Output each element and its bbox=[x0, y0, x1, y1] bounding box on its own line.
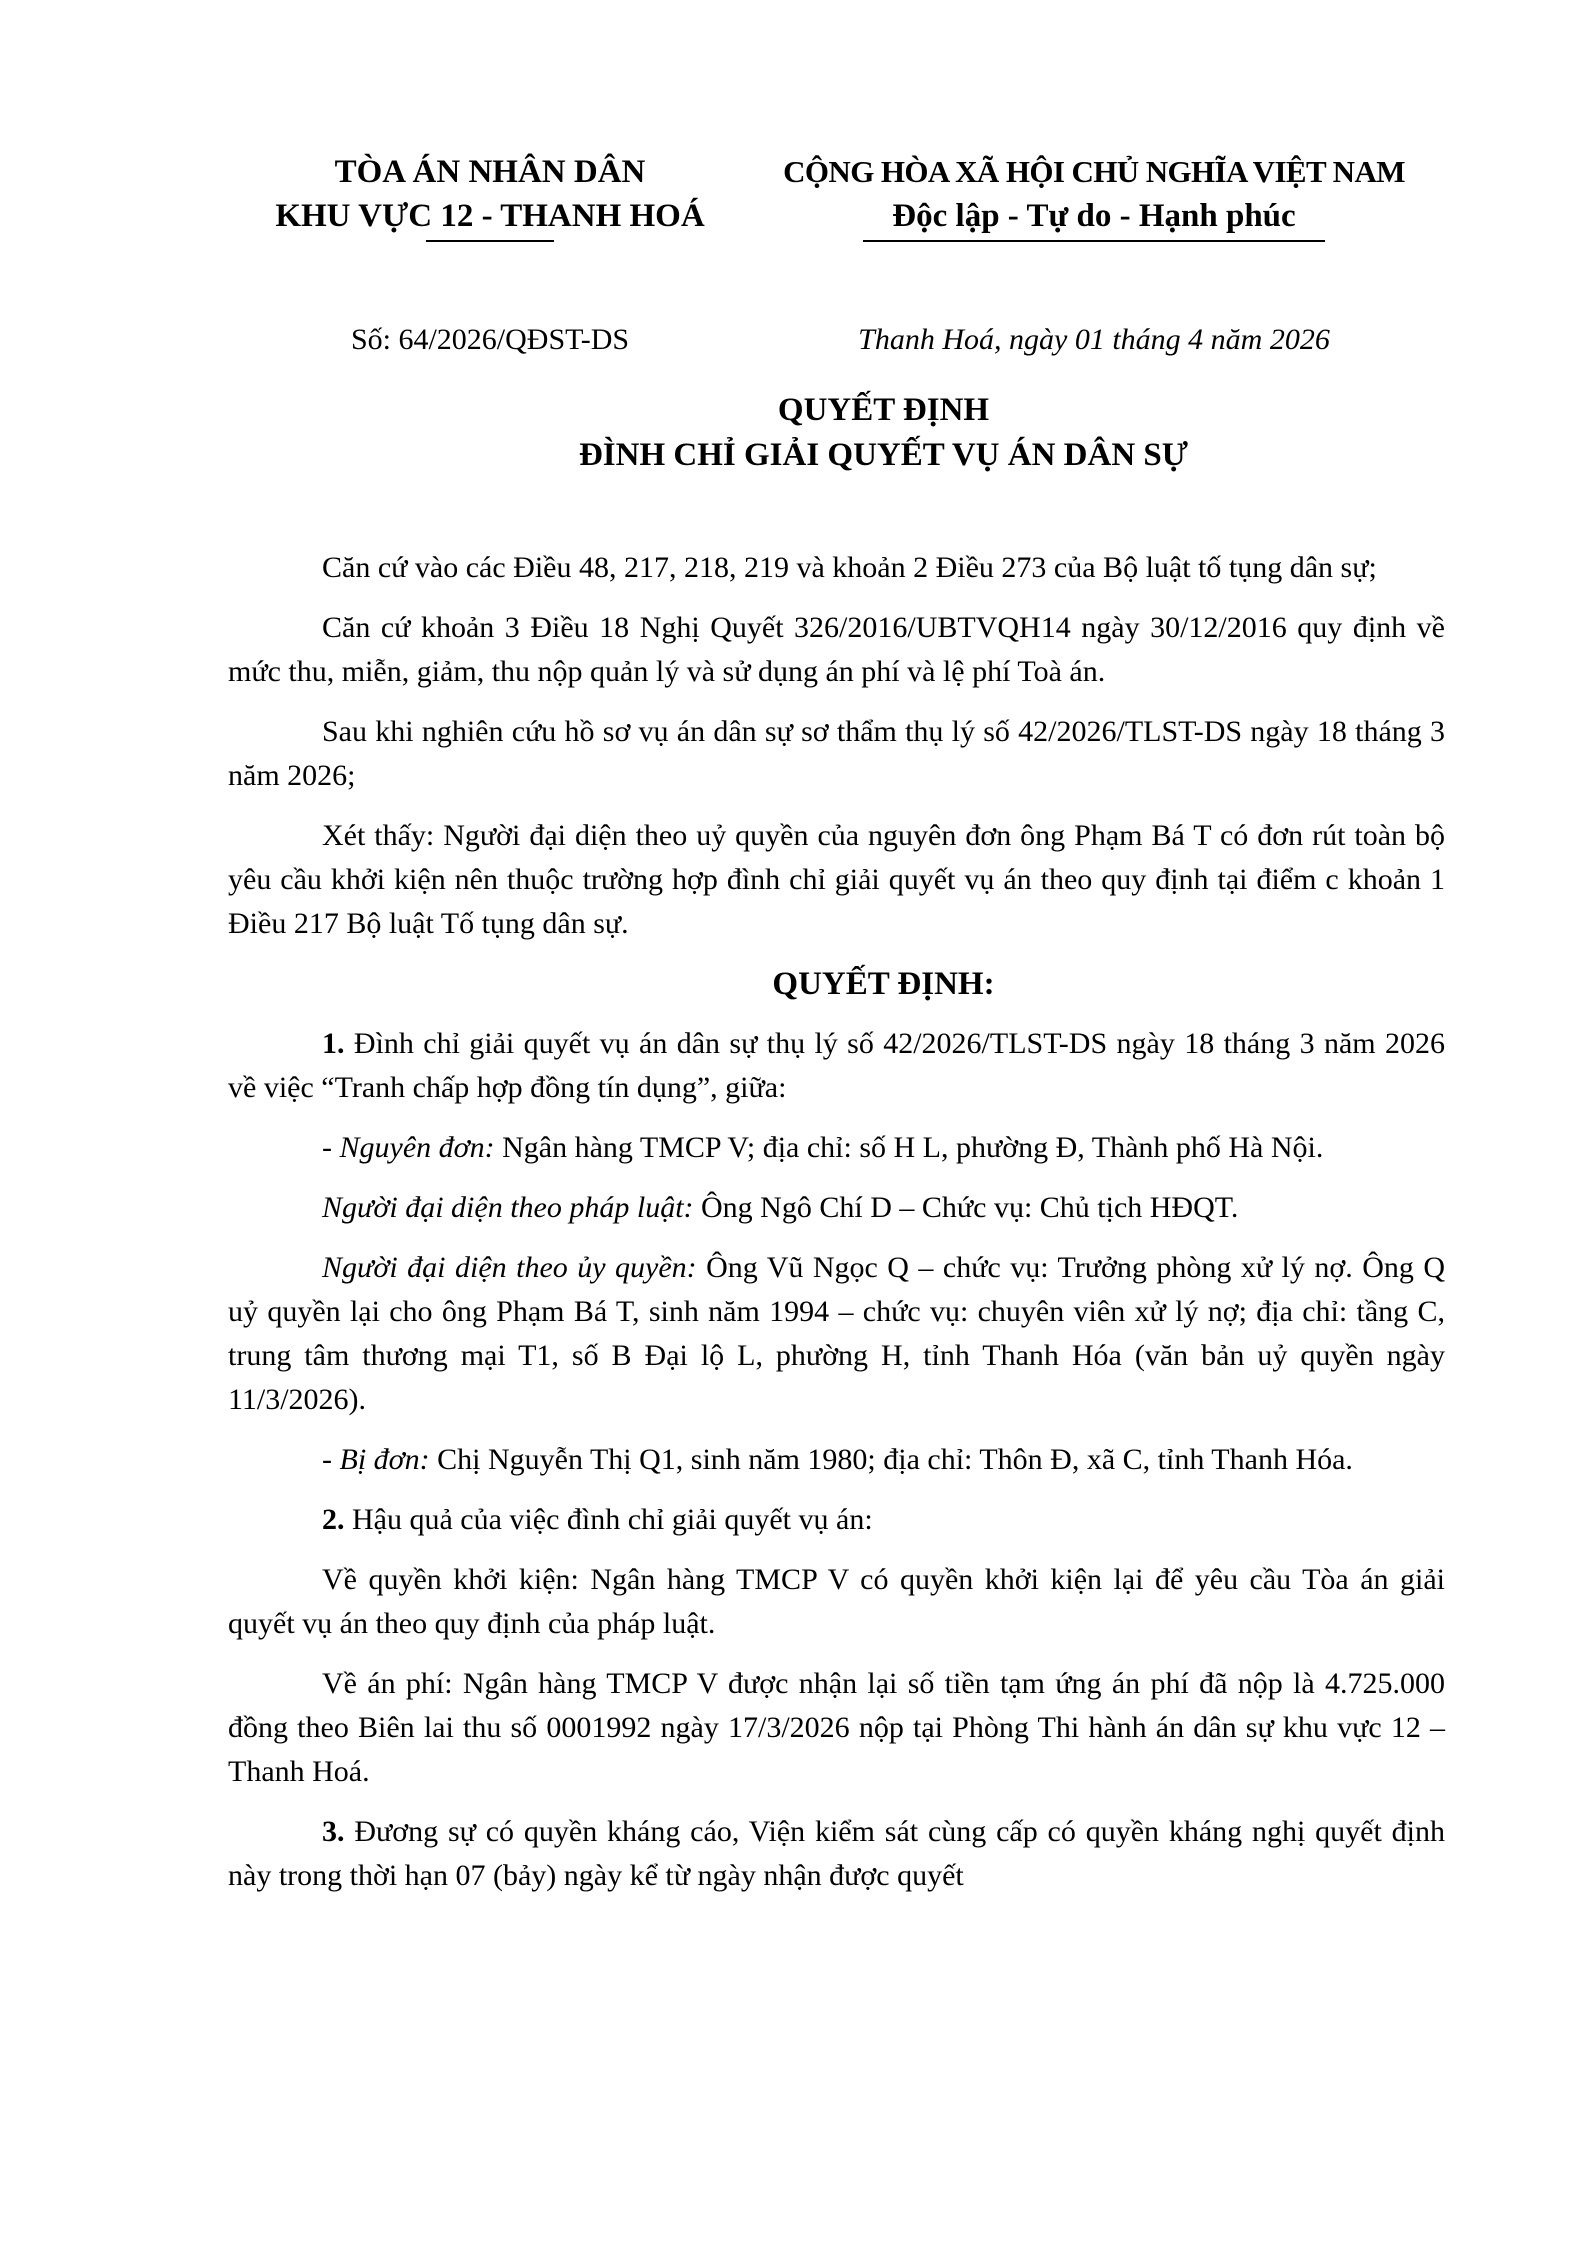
paragraph: - Bị đơn: Chị Nguyễn Thị Q1, sinh năm 1980; địa chỉ: Thôn Đ, xã C, tỉnh Thanh Hóa. bbox=[322, 1443, 1353, 1476]
paragraph: Căn cứ vào các Điều 48, 217, 218, 219 và khoản 2 Điều 273 của Bộ luật tố tụng dân sự; bbox=[322, 551, 1377, 584]
paragraph: 1. Đình chỉ giải quyết vụ án dân sự thụ lý số 42/2026/TLST-DS ngày 18 tháng 3 năm 2026 về việc “Tranh chấp hợp đồng tín dụng”, giữa: bbox=[228, 1027, 1445, 1104]
document-title bbox=[228, 388, 1445, 478]
section-heading: QUYẾT ĐỊNH: bbox=[772, 966, 995, 1002]
national-header-divider bbox=[863, 240, 1325, 242]
court-name: TÒA ÁN NHÂN DÂN bbox=[334, 154, 646, 190]
court-region: KHU VỰC 12 - THANH HOÁ bbox=[275, 198, 705, 234]
paragraph: Người đại diện theo pháp luật: Ông Ngô Chí D – Chức vụ: Chủ tịch HĐQT. bbox=[322, 1191, 1239, 1224]
paragraph: Sau khi nghiên cứu hồ sơ vụ án dân sự sơ thẩm thụ lý số 42/2026/TLST-DS ngày 18 tháng 3 năm 2026; bbox=[228, 715, 1445, 792]
court-header-divider bbox=[426, 240, 554, 242]
paragraph: 2. Hậu quả của việc đình chỉ giải quyết vụ án: bbox=[322, 1503, 873, 1536]
paragraph: Người đại diện theo ủy quyền: Ông Vũ Ngọc Q – chức vụ: Trưởng phòng xử lý nợ. Ông Q uỷ quyền lại cho ông Phạm Bá T, sinh năm 1994 – chức vụ: chuyên viên xử lý nợ; địa chỉ: tầng C, trung tâm thương mại T1, số B Đại lộ L, phường H, tỉnh Thanh Hóa (văn bản uỷ quyền ngày 11/3/2026). bbox=[228, 1251, 1445, 1416]
paragraph: 3. Đương sự có quyền kháng cáo, Viện kiểm sát cùng cấp có quyền kháng nghị quyết định này trong thời hạn 07 (bảy) ngày kể từ ngày nhận được quyết bbox=[228, 1815, 1445, 1892]
court-header bbox=[228, 150, 752, 242]
place-date-line: Thanh Hoá, ngày 01 tháng 4 năm 2026 bbox=[858, 323, 1330, 356]
national-title: CỘNG HÒA XÃ HỘI CHỦ NGHĨA VIỆT NAM bbox=[783, 154, 1405, 189]
national-motto: Độc lập - Tự do - Hạnh phúc bbox=[892, 198, 1296, 234]
national-header bbox=[748, 150, 1440, 242]
document-title-line2: ĐÌNH CHỈ GIẢI QUYẾT VỤ ÁN DÂN SỰ bbox=[578, 437, 1189, 473]
document-title-line1: QUYẾT ĐỊNH bbox=[777, 392, 990, 428]
document-number: Số: 64/2026/QĐST-DS bbox=[350, 323, 630, 356]
paragraph: Về quyền khởi kiện: Ngân hàng TMCP V có quyền khởi kiện lại để yêu cầu Tòa án giải quyết vụ án theo quy định của pháp luật. bbox=[228, 1563, 1445, 1640]
paragraph: Về án phí: Ngân hàng TMCP V được nhận lại số tiền tạm ứng án phí đã nộp là 4.725.000 đồng theo Biên lai thu số 0001992 ngày 17/3/2026 nộp tại Phòng Thi hành án dân sự khu vực 12 – Thanh Hoá. bbox=[228, 1667, 1445, 1788]
document-body bbox=[228, 546, 1445, 1914]
paragraph: Xét thấy: Người đại diện theo uỷ quyền của nguyên đơn ông Phạm Bá T có đơn rút toàn bộ yêu cầu khởi kiện nên thuộc trường hợp đình chỉ giải quyết vụ án theo quy định tại điểm c khoản 1 Điều 217 Bộ luật Tố tụng dân sự. bbox=[228, 819, 1445, 940]
paragraph: Căn cứ khoản 3 Điều 18 Nghị Quyết 326/2016/UBTVQH14 ngày 30/12/2016 quy định về mức thu, miễn, giảm, thu nộp quản lý và sử dụng án phí và lệ phí Toà án. bbox=[228, 611, 1445, 688]
paragraph: - Nguyên đơn: Ngân hàng TMCP V; địa chỉ: số H L, phường Đ, Thành phố Hà Nội. bbox=[322, 1131, 1324, 1164]
